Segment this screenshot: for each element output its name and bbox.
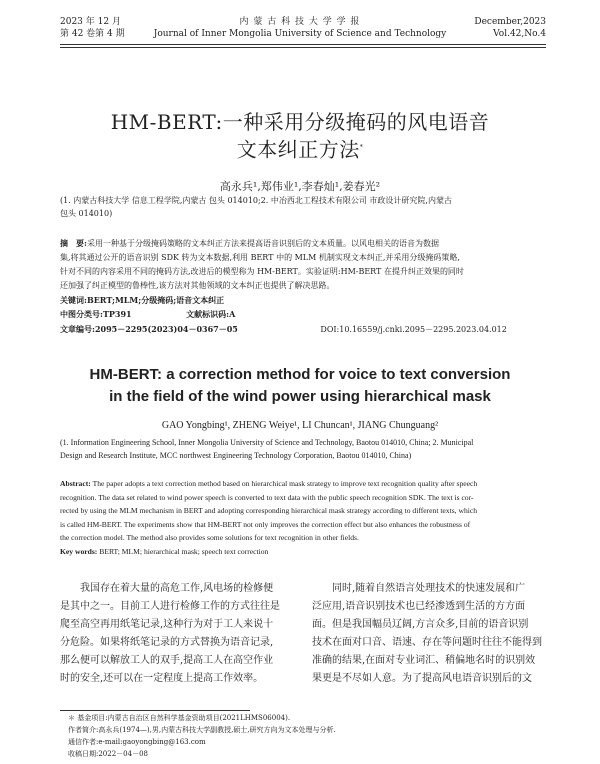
cn-affiliation: (1. 内蒙古科技大学 信息工程学院,内蒙古 包头 014010;2. 中冶西北工程技术有限公司 市政设计研究院,内蒙古 包头 014010) xyxy=(60,196,452,218)
cn-keywords: 关键词:BERT;MLM;分级掩码;语音文本纠正 xyxy=(60,295,225,305)
title-footnote-mark: * xyxy=(359,144,364,151)
en-abstract-label: Abstract: xyxy=(60,479,91,488)
en-authors: GAO Yongbing¹, ZHENG Weiye¹, LI Chuncan¹, JIANG Chunguang² xyxy=(161,420,439,431)
en-keywords: Key words: BERT; MLM; hierarchical mask; speech text correction xyxy=(60,546,269,556)
en-abstract: Abstract: The paper adopts a text correction method based on hierarchical mask strategy to improve text recognition quality after speech recognition. The data set related to wind power speech is converted to text data with the public speech recognition SDK. The text is cor- rected by using the MLM mechanism in BERT and adopting corresponding hierarchical mask strategy according to different texts, which is called HM-BERT. The experiments show that HM-BERT not only improves the correction effect but also enhances the robustness of the correction model. The method also provides some solutions for text recognition in other fields. Key words: BERT; MLM; hierarchical mask; speech text correction xyxy=(60,477,546,559)
body-left-column: 我国存在着大量的高危工作,风电场的检修便 是其中之一。目前工人进行检修工作的方式往往是 爬至高空再用纸笔记录,这种行为对于工人来说十 分危险。如果将纸笔记录的方式替换为语音记录, 那么便可以解放工人的双手,提高工人在高空作业 时的安全,还可以在一定程度上提高工作效率。 xyxy=(60,583,280,684)
cn-title-line2: 文本纠正方法* xyxy=(236,137,364,162)
en-title-line1: HM-BERT: a correction method for voice to text conversion xyxy=(89,366,511,383)
cn-article-no: 文章编号:2095－2295(2023)04－0367－05 DOI:10.16559/j.cnki.2095－2295.2023.04.012 xyxy=(60,324,507,334)
header-date: 2023 年 12 月 xyxy=(60,17,121,27)
footnote xyxy=(68,712,546,760)
header-vol-no: Vol.42,No.4 xyxy=(493,29,546,39)
en-title-line2: in the field of the wind power using hierarchical mask xyxy=(109,388,491,405)
en-affiliation: (1. Information Engineering School, Inner Mongolia University of Science and Technology, Baotou 014010, China; 2. Municipal Design and Research Institute, MCC northwest Engineering Technology Corporation, Baotou 014010, China) xyxy=(60,438,474,460)
footnote-rule xyxy=(60,710,250,711)
header-center xyxy=(150,16,450,40)
header-rule-thin xyxy=(60,47,546,48)
header-volume: 第 42 卷第 4 期 xyxy=(60,29,125,39)
cn-abstract-label: 摘 要: xyxy=(60,238,87,248)
footnote-author: 作者简介:高永兵(1974—),男,内蒙古科技大学副教授,硕士,研究方向为文本处理与分析. xyxy=(68,726,336,734)
cn-authors: 高永兵¹,郑伟业¹,李春灿¹,姜春光² xyxy=(219,180,381,193)
header-rule xyxy=(60,44,546,45)
footnote-email: 通信作者:e-mail:gaoyongbing@163.com xyxy=(68,738,206,746)
journal-name-cn: 内 蒙 古 科 技 大 学 学 报 xyxy=(239,17,361,27)
header-month: December,2023 xyxy=(474,17,546,27)
journal-name-en: Journal of Inner Mongolia University of Science and Technology xyxy=(153,29,447,39)
footnote-received: 收稿日期:2022－04－08 xyxy=(68,750,148,758)
cn-abstract: 摘 要:采用一种基于分级掩码策略的文本纠正方法来提高语音识别后的文本质量。以风电相关的语音为数据 集,将其通过公开的语音识别 SDK 转为文本数据,利用 BERT 中的 MLM 机制实现文本纠正,并采用分级掩码策略, 针对不同的内容采用不同的掩码方法,改进后的模型称为 HM-BERT。实验证明:HM-BERT 在提升纠正效果的同时 还加强了纠正模型的鲁棒性,该方法对其他领域的文本纠正也提供了解决思路。 关键词:BERT;MLM;分级掩码;语音文本纠正 中图分类号:TP391 文献标识码:A 文章编号:2095－2295(2023)04－0367－05 DOI:10.16559/j.cnki.2095－2295.2023.04.012 xyxy=(60,236,546,337)
header-right xyxy=(426,16,546,40)
cn-title-line1: HM-BERT:一种采用分级掩码的风电语音 xyxy=(110,110,490,134)
footnote-fund: ＊ 基金项目:内蒙古自治区自然科学基金资助项目(2021LHMS06004). xyxy=(68,714,291,722)
cn-classification: 中图分类号:TP391 文献标识码:A xyxy=(60,309,236,319)
body-right-column: 同时,随着自然语言处理技术的快速发展和广 泛应用,语音识别技术也已经渗透到生活的方方面 面。但是我国幅员辽阔,方言众多,目前的语音识别 技术在面对口音、语速、存在等问题时往往不能得到 准确的结果,在面对专业词汇、稍偏地名时的识别效 果更是不尽如人意。为了提高风电语音识别后的文 xyxy=(312,583,542,684)
